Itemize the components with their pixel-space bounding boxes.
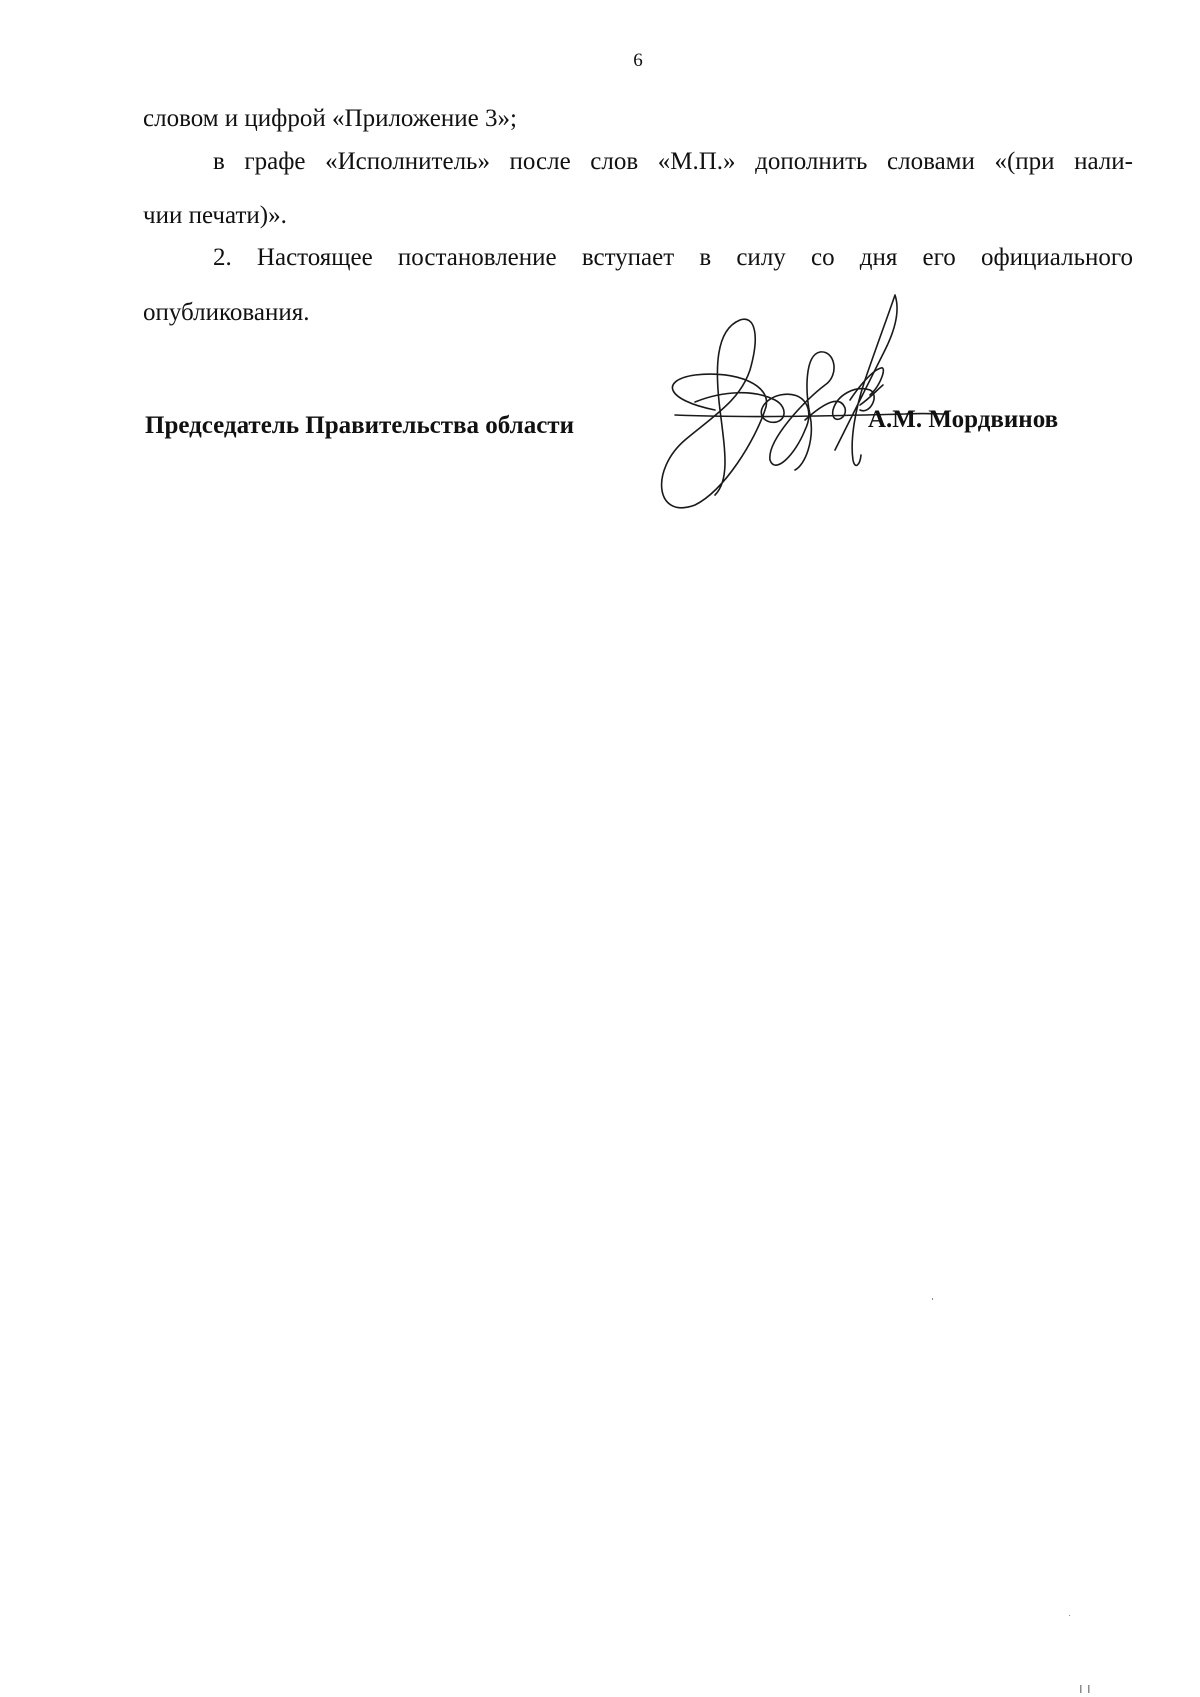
signatory-title: Председатель Правительства области [145, 412, 574, 439]
page-number: 6 [633, 50, 643, 71]
paragraph-line-2: в графе «Исполнитель» после слов «М.П.» дополнить словами «(при нали- [213, 148, 1133, 175]
paragraph-line-4: 2. Настоящее постановление вступает в силу со дня его официального [213, 244, 1133, 271]
paragraph-line-3: чии печати)». [143, 202, 287, 229]
signatory-name: А.М. Мордвинов [868, 406, 1059, 433]
paragraph-line-5: опубликования. [143, 299, 310, 326]
paragraph-line-1: словом и цифрой «Приложение 3»; [143, 105, 517, 132]
